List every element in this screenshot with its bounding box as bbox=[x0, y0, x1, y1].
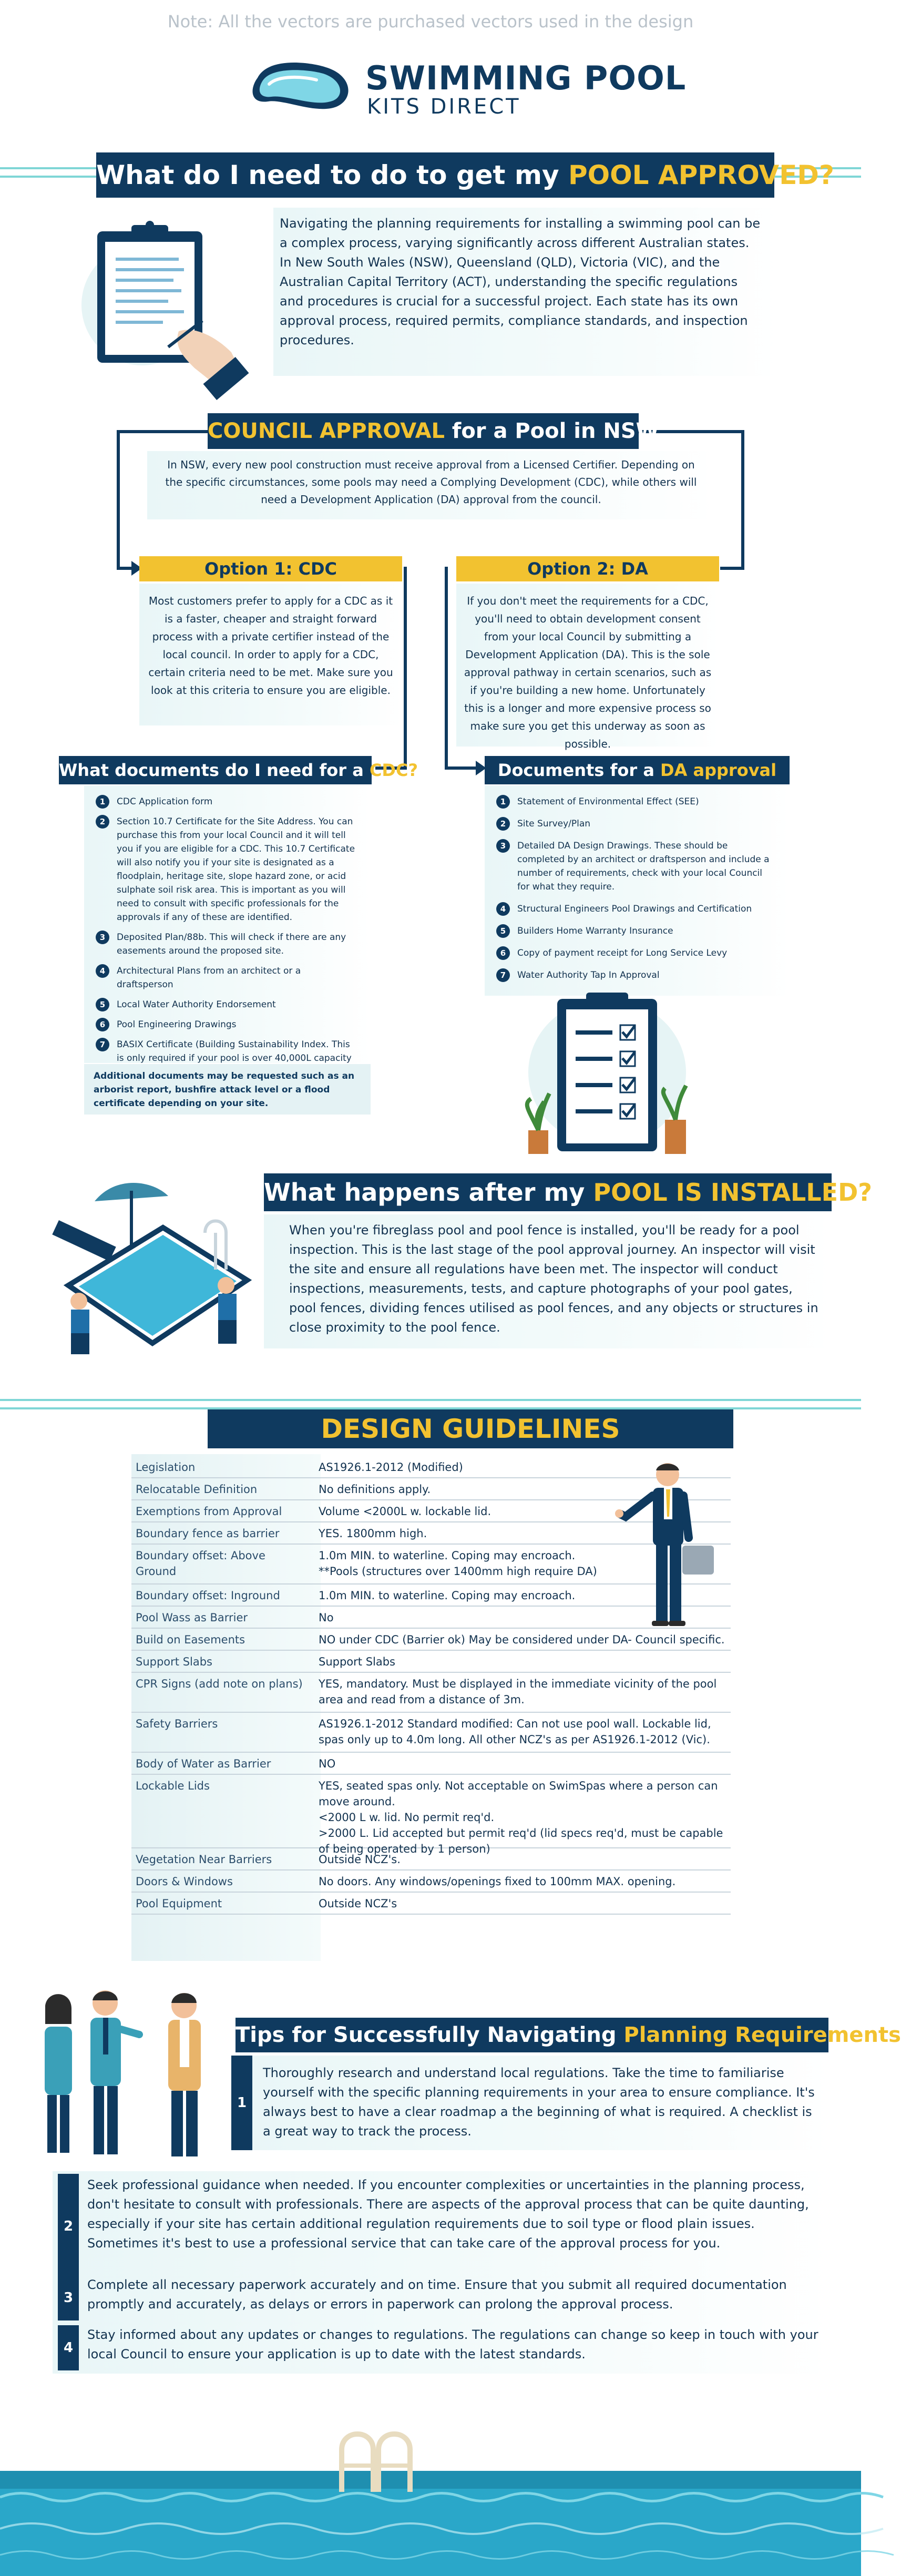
divider-stripe bbox=[0, 1399, 861, 1401]
option-da-panel bbox=[456, 584, 719, 750]
number-badge: 7 bbox=[496, 968, 510, 982]
tip-text: Thoroughly research and understand local regulations. Take the time to familiarise yourself with the specific planning requirements in your area to ensure compliance. It's always best to have a clear roadmap a the beginning of what is required. A checklist is a great way to track the process. bbox=[263, 2066, 815, 2139]
da-doc-item bbox=[496, 946, 770, 960]
number-badge: 1 bbox=[496, 795, 510, 809]
cdc-doc-text: BASIX Certificate (Building Sustainability Index. This is only required if your pool is over 40,000L capacity bbox=[117, 1039, 352, 1064]
connector-line bbox=[445, 567, 448, 766]
guidelines-banner: DESIGN GUIDELINES bbox=[208, 1409, 733, 1448]
guideline-row bbox=[131, 1753, 731, 1775]
option-cdc-label: Option 1: CDC bbox=[139, 556, 402, 581]
tips-title-b: Planning Requirements bbox=[623, 2023, 901, 2047]
cdc-docs-banner bbox=[59, 756, 418, 784]
pool-logo-icon bbox=[247, 57, 357, 115]
guideline-key: Legislation bbox=[136, 1461, 196, 1474]
cdc-doc-item bbox=[96, 795, 359, 809]
logo-title: SWIMMING POOL bbox=[365, 59, 687, 97]
da-doc-item bbox=[496, 968, 770, 982]
number-badge: 4 bbox=[496, 902, 510, 916]
guideline-value: 1.0m MIN. to waterline. Coping may encroach. **Pools (structures over 1400mm high require DA) bbox=[319, 1549, 597, 1578]
option-cdc-text: Most customers prefer to apply for a CDC as it is a faster, cheaper and straight forward process with a private certifier instead of the local council. In order to apply for a CDC, certain criteria need to be met. Make sure you look at this criteria to ensure you are eligible. bbox=[148, 595, 393, 697]
guideline-key: Support Slabs bbox=[136, 1655, 212, 1668]
cdc-docs-title-a: What documents do I need for a bbox=[59, 760, 370, 780]
da-doc-item bbox=[496, 817, 770, 831]
guideline-key: Boundary fence as barrier bbox=[136, 1527, 280, 1540]
cdc-additional-panel bbox=[84, 1064, 371, 1115]
council-title-a: COUNCIL APPROVAL bbox=[208, 419, 445, 443]
number-badge: 4 bbox=[96, 964, 109, 978]
approval-intro-panel bbox=[273, 208, 778, 376]
guideline-key: Vegetation Near Barriers bbox=[136, 1853, 272, 1866]
guideline-key: Boundary offset: Inground bbox=[136, 1589, 280, 1602]
option-cdc-panel bbox=[139, 584, 402, 725]
da-docs-title-a: Documents for a bbox=[497, 760, 661, 780]
da-doc-text: Water Authority Tap In Approval bbox=[517, 970, 660, 980]
after-title-b: POOL IS INSTALLED? bbox=[593, 1178, 872, 1207]
council-panel bbox=[147, 451, 715, 519]
cdc-doc-text: Architectural Plans from an architect or a draftsperson bbox=[117, 966, 301, 990]
da-docs-list bbox=[496, 795, 770, 990]
guideline-row bbox=[131, 1848, 731, 1870]
team-people-icon bbox=[26, 1987, 226, 2166]
guideline-value: Outside NCZ's bbox=[319, 1897, 397, 1910]
cdc-doc-item bbox=[96, 1018, 359, 1031]
guideline-key: Exemptions from Approval bbox=[136, 1505, 282, 1518]
cdc-doc-text: CDC Application form bbox=[117, 796, 213, 807]
guideline-row bbox=[131, 1870, 731, 1893]
da-doc-item bbox=[496, 839, 770, 894]
cdc-doc-text: Pool Engineering Drawings bbox=[117, 1019, 237, 1030]
guideline-row bbox=[131, 1775, 731, 1855]
connector-line bbox=[720, 567, 744, 570]
tip-text: Stay informed about any updates or changes to regulations. The regulations can change so keep in touch with your local Council to ensure your application is up to date with the latest standards. bbox=[87, 2327, 818, 2362]
guideline-value: YES, mandatory. Must be displayed in the immediate vicinity of the pool area and read from a distance of 3m. bbox=[319, 1678, 717, 1706]
da-doc-text: Copy of payment receipt for Long Service Levy bbox=[517, 948, 728, 958]
guideline-value: AS1926.1-2012 Standard modified: Can not use pool wall. Lockable lid, spas only up to 4.0m long. All other NCZ's as per AS1926.1-2012 (Vic). bbox=[319, 1718, 711, 1746]
tips-banner bbox=[236, 2018, 901, 2052]
guideline-key: Doors & Windows bbox=[136, 1875, 233, 1888]
da-doc-text: Detailed DA Design Drawings. These should be completed by an architect or draftsperson and include a number of requirements, check with your local Council for what they require. bbox=[517, 841, 770, 892]
da-doc-item bbox=[496, 924, 770, 938]
da-docs-panel bbox=[485, 785, 790, 996]
cdc-doc-item bbox=[96, 964, 359, 991]
guideline-value: AS1926.1-2012 (Modified) bbox=[319, 1461, 463, 1474]
guideline-value: No bbox=[319, 1611, 334, 1624]
cdc-doc-item bbox=[96, 1038, 359, 1065]
approval-intro-text: Navigating the planning requirements for installing a swimming pool can be a complex process, varying significantly across different Australian states. In New South Wales (NSW), Queensland (QLD), Victoria (VIC), and the Australian Capital Territory (ACT), understanding the specific regulations and procedures is crucial for a successful project. Each state has its own approval process, required permits, compliance standards, and inspection procedures. bbox=[280, 216, 761, 347]
number-badge: 6 bbox=[496, 946, 510, 960]
guideline-value: Support Slabs bbox=[319, 1655, 395, 1668]
tip-text: Seek professional guidance when needed. If you encounter complexities or uncertainties in the planning process, don't hesitate to consult with professionals. There are aspects of the approval process that can be quite daunting, especially if your site has certain additional regulation requirements due to soil type or flood plain issues. Sometimes it's best to use a professional service that can take care of the approval process for you. bbox=[87, 2178, 809, 2251]
approval-banner bbox=[96, 152, 834, 198]
option-da-text: If you don't meet the requirements for a CDC, you'll need to obtain development consent from your local Council by submitting a Development Application (DA). This is the sole approval pathway in certain scenarios, such as if you're building a new home. Unfortunately this is a longer and more expensive process so make sure you get this underway as soon as possible. bbox=[464, 595, 712, 750]
number-badge: 1 bbox=[96, 795, 109, 809]
da-doc-text: Structural Engineers Pool Drawings and Certification bbox=[517, 904, 752, 914]
clipboard-hand-icon bbox=[74, 216, 252, 394]
guideline-key: CPR Signs (add note on plans) bbox=[136, 1678, 303, 1690]
da-doc-text: Statement of Environmental Effect (SEE) bbox=[517, 796, 699, 807]
cdc-doc-item bbox=[96, 931, 359, 958]
da-doc-item bbox=[496, 902, 770, 916]
guideline-row bbox=[131, 1713, 731, 1753]
checklist-icon bbox=[518, 988, 697, 1162]
tips-title-a: Tips for Successfully Navigating bbox=[236, 2023, 624, 2047]
cdc-docs-list bbox=[96, 795, 359, 1071]
guideline-row bbox=[131, 1651, 731, 1673]
guideline-value: NO bbox=[319, 1757, 336, 1770]
guideline-value: YES. 1800mm high. bbox=[319, 1527, 427, 1540]
cdc-doc-text: Local Water Authority Endorsement bbox=[117, 999, 276, 1010]
guideline-value: NO under CDC (Barrier ok) May be considered under DA- Council specific. bbox=[319, 1633, 725, 1646]
guideline-key: Pool Wass as Barrier bbox=[136, 1611, 248, 1624]
approval-title-a: What do I need to do to get my bbox=[96, 160, 568, 190]
cdc-doc-text: Deposited Plan/88b. This will check if there are any easements around the proposed site. bbox=[117, 932, 346, 956]
cdc-docs-panel bbox=[84, 785, 371, 1063]
connector-line bbox=[117, 430, 120, 567]
option-da-label: Option 2: DA bbox=[456, 556, 719, 581]
guideline-key: Relocatable Definition bbox=[136, 1483, 258, 1496]
number-badge: 5 bbox=[496, 924, 510, 938]
da-doc-text: Site Survey/Plan bbox=[517, 819, 591, 829]
connector-line bbox=[741, 430, 744, 567]
pool-water-footer bbox=[0, 2429, 861, 2576]
pool-workers-icon bbox=[47, 1170, 258, 1359]
number-badge: 3 bbox=[496, 839, 510, 853]
guideline-key: Lockable Lids bbox=[136, 1780, 210, 1792]
number-badge: 5 bbox=[96, 998, 109, 1011]
after-panel bbox=[264, 1214, 832, 1348]
connector-line bbox=[404, 567, 407, 766]
divider-gap bbox=[208, 1392, 733, 1394]
connector-line bbox=[445, 766, 476, 770]
guideline-key: Body of Water as Barrier bbox=[136, 1757, 271, 1770]
cdc-doc-item bbox=[96, 815, 359, 924]
da-docs-title-b: DA approval bbox=[660, 760, 777, 780]
tip-number-badge: 2 bbox=[58, 2174, 79, 2279]
guideline-key: Build on Easements bbox=[136, 1633, 245, 1646]
tip-number-badge: 4 bbox=[58, 2325, 79, 2370]
number-badge: 2 bbox=[96, 815, 109, 829]
guideline-row bbox=[131, 1893, 731, 1915]
cdc-additional-text: Additional documents may be requested such as an arborist report, bushfire attack level or a flood certificate depending on your site. bbox=[94, 1071, 355, 1109]
tip-number-badge: 3 bbox=[58, 2275, 79, 2321]
guideline-key: Boundary offset: Above Ground bbox=[136, 1549, 265, 1578]
guideline-value: Outside NCZ's. bbox=[319, 1853, 401, 1866]
da-doc-item bbox=[496, 795, 770, 809]
tip-number-badge: 1 bbox=[231, 2056, 252, 2150]
cdc-doc-text: Section 10.7 Certificate for the Site Address. You can purchase this from your local Council and it will tell you if you are eligible for a CDC. This 10.7 Certificate will also notify you if your site is designated as a floodplain, heritage site, slope hazard zone, or acid sulphate soil risk area. This is important as you will need to consult with specific professionals for the approvals if any of these are identified. bbox=[117, 816, 355, 923]
guideline-key: Safety Barriers bbox=[136, 1718, 218, 1730]
cdc-docs-title-b: CDC? bbox=[369, 760, 418, 780]
logo bbox=[247, 53, 687, 121]
cdc-doc-item bbox=[96, 998, 359, 1011]
number-badge: 6 bbox=[96, 1018, 109, 1031]
number-badge: 2 bbox=[496, 817, 510, 831]
da-docs-banner bbox=[485, 756, 790, 784]
guideline-key: Pool Equipment bbox=[136, 1897, 222, 1910]
guideline-value: YES, seated spas only. Not acceptable on SwimSpas where a person can move around. <2000 L w. lid. No permit req'd. >2000 L. Lid accepted but permit req'd (lid specs req'd, must be capable of being operated by 1 person) bbox=[319, 1780, 723, 1855]
da-doc-text: Builders Home Warranty Insurance bbox=[517, 926, 673, 936]
after-text: When you're fibreglass pool and pool fence is installed, you'll be ready for a pool inspection. This is the last stage of the pool approval journey. An inspector will visit the site and ensure all regulations have been met. The inspector will conduct inspections, measurements, tests, and capture photographs of your pool gates, pool fences, dividing fences utilised as pool fences, and any objects or structures in close proximity to the pool fence. bbox=[289, 1223, 818, 1335]
council-text: In NSW, every new pool construction must receive approval from a Licensed Certifier. Depending on the specific circumstances, some pools may need a Complying Development (CDC), while others will need a Development Application (DA) approval from the council. bbox=[165, 458, 697, 506]
guideline-value: No doors. Any windows/openings fixed to 100mm MAX. opening. bbox=[319, 1875, 676, 1888]
council-title-b: for a Pool in NSW bbox=[444, 419, 659, 443]
tip-text: Complete all necessary paperwork accurately and on time. Ensure that you submit all required documentation promptly and accurately, as delays or errors in paperwork can prolong the approval process. bbox=[87, 2277, 787, 2312]
number-badge: 7 bbox=[96, 1038, 109, 1051]
after-banner bbox=[264, 1173, 872, 1211]
guideline-value: No definitions apply. bbox=[319, 1483, 431, 1496]
approval-title-b: POOL APPROVED? bbox=[568, 160, 834, 190]
guideline-value: 1.0m MIN. to waterline. Coping may encroach. bbox=[319, 1589, 576, 1602]
connector-line bbox=[117, 430, 211, 433]
logo-subtitle: KITS DIRECT bbox=[367, 95, 521, 119]
council-banner bbox=[208, 413, 659, 449]
after-title-a: What happens after my bbox=[264, 1178, 593, 1207]
connector-line bbox=[117, 567, 132, 570]
vectors-note: Note: All the vectors are purchased vectors used in the design bbox=[167, 12, 694, 32]
businessman-icon bbox=[610, 1459, 720, 1632]
number-badge: 3 bbox=[96, 931, 109, 944]
guideline-row bbox=[131, 1673, 731, 1713]
guideline-value: Volume <2000L w. lockable lid. bbox=[319, 1505, 492, 1518]
